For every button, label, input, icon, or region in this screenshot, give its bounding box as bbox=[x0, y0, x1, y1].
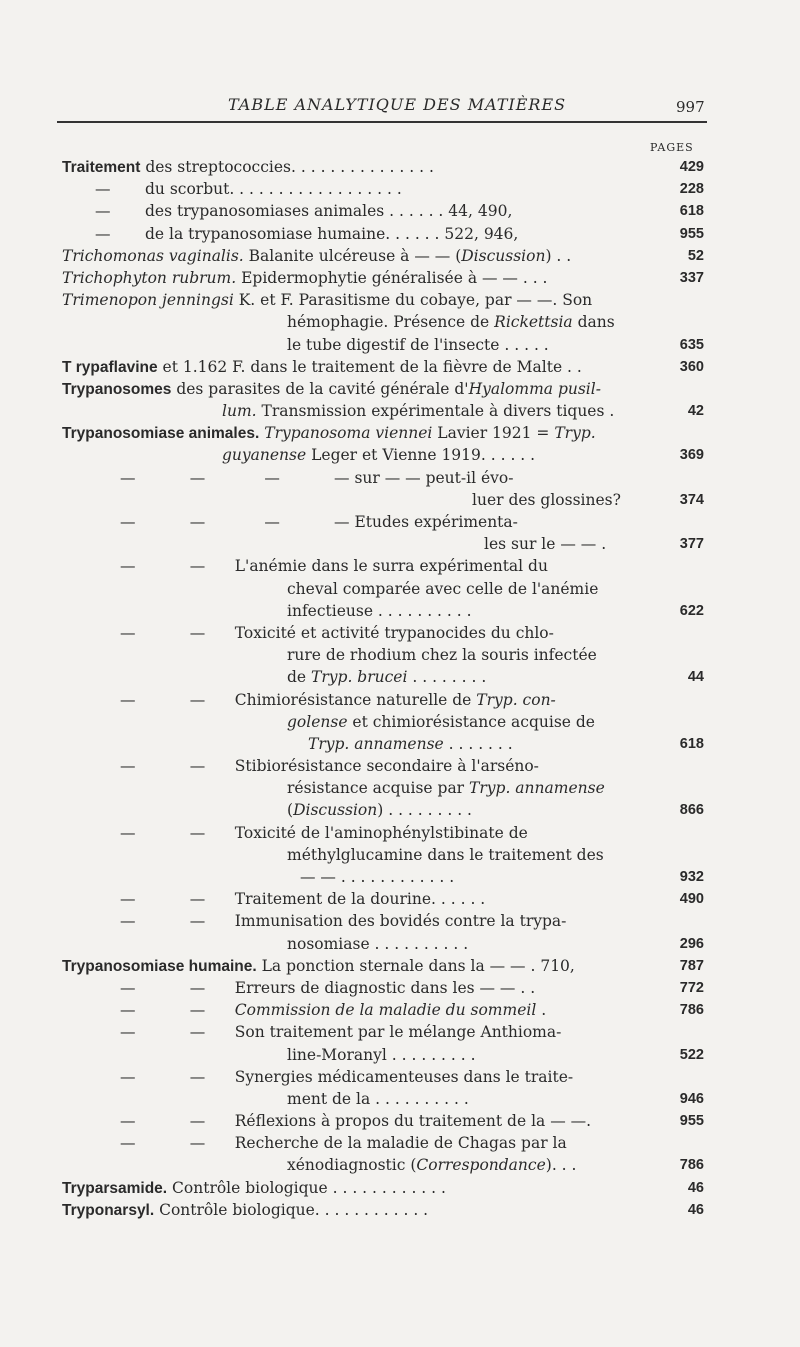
index-line bbox=[0, 467, 800, 489]
index-line-text: — — Stibiorésistance secondaire à l'arséno- bbox=[120, 757, 539, 776]
page-ref: 429 bbox=[679, 159, 704, 175]
page-ref: 866 bbox=[679, 802, 704, 819]
index-line-text: ment de la . . . . . . . . . . bbox=[287, 1089, 469, 1108]
page-ref: 786 bbox=[679, 1002, 704, 1019]
index-line-text: Tryparsamide. Contrôle biologique . . . . . . . . . . . . bbox=[62, 1178, 446, 1197]
index-line-text: — — Son traitement par le mélange Anthioma- bbox=[120, 1023, 562, 1042]
index-line bbox=[0, 733, 800, 755]
index-line bbox=[0, 178, 800, 200]
index-line-text: guyanense Leger et Vienne 1919. . . . . . bbox=[222, 446, 536, 465]
index-line-text: Trypanosomiase humaine. La ponction sternale dans la — — . 710, bbox=[62, 956, 575, 975]
index-line bbox=[0, 267, 800, 289]
index-line bbox=[0, 1088, 800, 1110]
index-line-text: — — Toxicité et activité trypanocides du chlo- bbox=[120, 623, 554, 642]
index-line-text: le tube digestif de l'insecte . . . . . bbox=[287, 335, 549, 354]
pages-column-label: PAGES bbox=[650, 141, 694, 154]
index-line bbox=[0, 977, 800, 999]
index-line bbox=[0, 533, 800, 555]
index-line bbox=[0, 600, 800, 622]
index-line bbox=[0, 578, 800, 600]
index-line-text: — des trypanosomiases animales . . . . . . 44, 490, bbox=[95, 202, 513, 221]
index-line bbox=[0, 844, 800, 866]
index-line-text: hémophagie. Présence de Rickettsia dans bbox=[287, 313, 615, 332]
page-ref: 946 bbox=[679, 1090, 704, 1107]
index-line-text: — du scorbut. . . . . . . . . . . . . . . . . . bbox=[95, 180, 402, 199]
index-line bbox=[0, 910, 800, 932]
page-ref: 490 bbox=[679, 891, 704, 908]
page-ref: 786 bbox=[679, 1157, 704, 1174]
page-header bbox=[0, 95, 800, 125]
index-line bbox=[0, 644, 800, 666]
page-ref: 52 bbox=[687, 247, 704, 264]
index-line-text: méthylglucamine dans le traitement des bbox=[287, 845, 604, 864]
page-ref: 369 bbox=[679, 447, 704, 464]
index-line-text: Trichophyton rubrum. Epidermophytie généralisée à — — . . . bbox=[62, 268, 548, 287]
index-line-text: — — Réflexions à propos du traitement de la — —. bbox=[120, 1112, 592, 1131]
index-line-text: T rypaflavine et 1.162 F. dans le traitement de la fièvre de Malte . . bbox=[62, 357, 582, 376]
page-ref: 296 bbox=[679, 935, 704, 952]
index-line bbox=[0, 245, 800, 267]
page-ref: 787 bbox=[679, 957, 704, 974]
page-ref: 635 bbox=[679, 336, 704, 353]
index-line bbox=[0, 711, 800, 733]
index-line bbox=[0, 356, 800, 378]
index-line-text: — — L'anémie dans le surra expérimental du bbox=[120, 557, 548, 576]
page-ref: 46 bbox=[687, 1201, 704, 1218]
index-line-text: luer des glossines? bbox=[472, 490, 621, 509]
index-line bbox=[0, 200, 800, 222]
index-line bbox=[0, 1044, 800, 1066]
page-ref: 374 bbox=[679, 491, 704, 508]
index-line-text: Trypanosomiase animales. Trypanosoma viennei Lavier 1921 = Tryp. bbox=[62, 424, 596, 443]
index-line bbox=[0, 311, 800, 333]
page-ref: 618 bbox=[679, 735, 704, 752]
index-line bbox=[0, 689, 800, 711]
index-line bbox=[0, 422, 800, 444]
page-ref: 955 bbox=[679, 225, 704, 242]
index-line bbox=[0, 378, 800, 400]
page-ref: 46 bbox=[687, 1179, 704, 1196]
index-line-text: Traitement des streptococcies. . . . . . . . . . . . . . . bbox=[62, 158, 434, 176]
index-line-text: golense et chimiorésistance acquise de bbox=[287, 712, 595, 731]
index-line-text: — — Synergies médicamenteuses dans le traite- bbox=[120, 1067, 574, 1086]
index-entries bbox=[0, 156, 800, 1221]
index-line bbox=[0, 489, 800, 511]
index-line bbox=[0, 777, 800, 799]
index-line bbox=[0, 822, 800, 844]
page-ref: 42 bbox=[687, 403, 704, 420]
page-ref: 955 bbox=[679, 1113, 704, 1130]
index-line-text: rure de rhodium chez la souris infectée bbox=[287, 646, 597, 665]
index-line bbox=[0, 1199, 800, 1221]
index-line bbox=[0, 933, 800, 955]
index-line bbox=[0, 666, 800, 688]
index-line bbox=[0, 334, 800, 356]
index-line-text: (Discussion) . . . . . . . . . bbox=[287, 801, 472, 820]
index-line-text: de Tryp. brucei . . . . . . . . bbox=[287, 668, 487, 687]
index-line bbox=[0, 755, 800, 777]
index-line bbox=[0, 555, 800, 577]
index-line bbox=[0, 1066, 800, 1088]
index-line-text: — de la trypanosomiase humaine. . . . . . 522, 946, bbox=[95, 224, 519, 243]
index-line-text: — — Commission de la maladie du sommeil . bbox=[120, 1001, 547, 1020]
index-line-text: — — Traitement de la dourine. . . . . . bbox=[120, 890, 486, 909]
index-line-text: infectieuse . . . . . . . . . . bbox=[287, 601, 472, 620]
index-line bbox=[0, 799, 800, 821]
index-line bbox=[0, 866, 800, 888]
page-ref: 44 bbox=[687, 669, 704, 686]
page-ref: 228 bbox=[679, 181, 704, 198]
page-ref: 618 bbox=[679, 203, 704, 220]
index-line bbox=[0, 1177, 800, 1199]
index-line-text: xénodiagnostic (Correspondance). . . bbox=[287, 1156, 577, 1175]
index-line-text: Trypanosomes des parasites de la cavité générale d'Hyalomma pusil- bbox=[62, 379, 601, 398]
index-line-text: — — Toxicité de l'aminophénylstibinate de bbox=[120, 823, 528, 842]
index-line-text: Trichomonas vaginalis. Balanite ulcéreuse à — — (Discussion) . . bbox=[62, 246, 572, 265]
page-number: 997 bbox=[676, 98, 705, 116]
index-line bbox=[0, 400, 800, 422]
index-line bbox=[0, 1021, 800, 1043]
index-line-text: — — Recherche de la maladie de Chagas par la bbox=[120, 1134, 567, 1153]
page-ref: 772 bbox=[679, 979, 704, 996]
index-line-text: Trimenopon jenningsi K. et F. Parasitisme du cobaye, par — —. Son bbox=[62, 291, 593, 310]
page-ref: 932 bbox=[679, 869, 704, 885]
index-line-text: Tryp. annamense . . . . . . . bbox=[308, 734, 513, 753]
index-line-text: résistance acquise par Tryp. annamense bbox=[287, 779, 605, 798]
index-line-text: — — Immunisation des bovidés contre la trypa- bbox=[120, 912, 567, 931]
index-line-text: line-Moranyl . . . . . . . . . bbox=[287, 1045, 476, 1064]
index-line-text: Tryponarsyl. Contrôle biologique. . . . . . . . . . . . bbox=[62, 1200, 429, 1219]
index-line-text: — — — — Etudes expérimenta- bbox=[120, 513, 518, 531]
index-line-text: cheval comparée avec celle de l'anémie bbox=[287, 579, 599, 598]
index-line bbox=[0, 511, 800, 533]
index-line bbox=[0, 1154, 800, 1176]
index-line bbox=[0, 955, 800, 977]
index-line-text: nosomiase . . . . . . . . . . bbox=[287, 934, 469, 953]
index-line bbox=[0, 1110, 800, 1132]
index-line-text: — — Chimiorésistance naturelle de Tryp. con- bbox=[120, 690, 556, 709]
page-ref: 337 bbox=[679, 269, 704, 286]
page-ref: 622 bbox=[679, 602, 704, 619]
running-title: TABLE ANALYTIQUE DES MATIÈRES bbox=[228, 95, 567, 114]
index-line bbox=[0, 223, 800, 245]
page-ref: 522 bbox=[679, 1046, 704, 1063]
index-line-text: — — . . . . . . . . . . . . bbox=[300, 868, 455, 886]
header-rule bbox=[57, 121, 707, 123]
page-ref: 377 bbox=[679, 536, 704, 553]
index-line bbox=[0, 1132, 800, 1154]
index-line bbox=[0, 888, 800, 910]
index-line bbox=[0, 156, 800, 178]
index-line-text: — — — — sur — — peut-il évo- bbox=[120, 468, 514, 487]
index-line-text: — — Erreurs de diagnostic dans les — — . . bbox=[120, 978, 536, 997]
index-line bbox=[0, 999, 800, 1021]
index-line-text: lum. Transmission expérimentale à divers tiques . bbox=[222, 402, 615, 421]
index-line-text: les sur le — — . bbox=[484, 535, 607, 554]
index-line bbox=[0, 444, 800, 466]
page-ref: 360 bbox=[679, 358, 704, 375]
index-line bbox=[0, 289, 800, 311]
index-line bbox=[0, 622, 800, 644]
